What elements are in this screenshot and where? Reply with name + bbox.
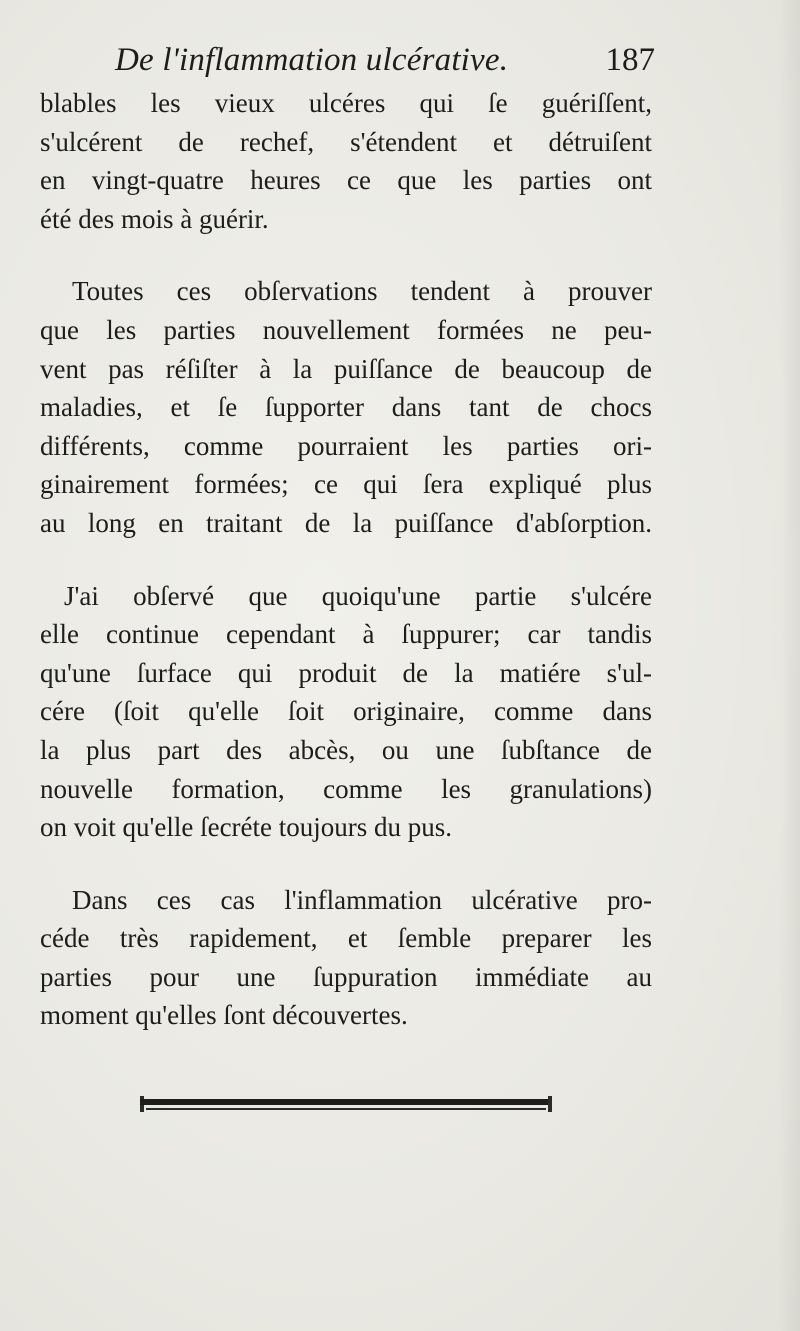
- text-line: en vingt-quatre heures ce que les parties ont: [40, 165, 652, 196]
- text-line: vent pas réſiſter à la puiſſance de beaucoup de: [40, 353, 652, 384]
- page-header: [115, 38, 655, 88]
- paragraph-4: [40, 881, 652, 1035]
- text-line: ginairement formées; ce qui ſera expliqué plus: [40, 469, 652, 500]
- paragraph-2: [40, 272, 652, 542]
- page-number: 187: [605, 42, 655, 78]
- paragraph-1: [40, 84, 652, 238]
- text-line: on voit qu'elle ſecréte toujours du pus.: [40, 812, 453, 843]
- body-text: [40, 84, 652, 1069]
- text-line: différents, comme pourraient les parties ori-: [40, 430, 652, 461]
- text-line: moment qu'elles ſont découvertes.: [40, 1000, 408, 1031]
- text-line: J'ai obſervé que quoiqu'une partie s'ulcére: [64, 580, 652, 611]
- paragraph-3: [40, 577, 652, 847]
- text-line: Toutes ces obſervations tendent à prouver: [72, 276, 652, 307]
- text-line: qu'une ſurface qui produit de la matiére s'ul-: [40, 657, 652, 688]
- section-divider-rule: [140, 1094, 552, 1116]
- text-line: blables les vieux ulcéres qui ſe guériſſent,: [40, 88, 652, 118]
- text-line: la plus part des abcès, ou une ſubſtance de: [40, 734, 652, 765]
- text-line: au long en traitant de la puiſſance d'abſorption.: [40, 507, 652, 538]
- rule-thin-line: [146, 1108, 546, 1110]
- text-line: été des mois à guérir.: [40, 203, 269, 234]
- text-line: cére (ſoit qu'elle ſoit originaire, comme dans: [40, 696, 652, 727]
- rule-thick-line: [140, 1099, 552, 1105]
- text-line: parties pour une ſuppuration immédiate au: [40, 961, 652, 992]
- running-title: De l'inflammation ulcérative.: [115, 42, 509, 78]
- text-line: maladies, et ſe ſupporter dans tant de chocs: [40, 392, 652, 423]
- rule-right-cap: [548, 1096, 552, 1112]
- page-edge-shadow: [778, 0, 800, 1331]
- text-line: elle continue cependant à ſuppurer; car tandis: [40, 619, 652, 650]
- text-line: s'ulcérent de rechef, s'étendent et détruiſent: [40, 126, 652, 157]
- text-line: que les parties nouvellement formées ne peu-: [40, 314, 652, 345]
- text-line: céde très rapidement, et ſemble preparer les: [40, 923, 652, 954]
- text-line: Dans ces cas l'inflammation ulcérative pro-: [72, 884, 652, 915]
- text-line: nouvelle formation, comme les granulations): [40, 773, 652, 804]
